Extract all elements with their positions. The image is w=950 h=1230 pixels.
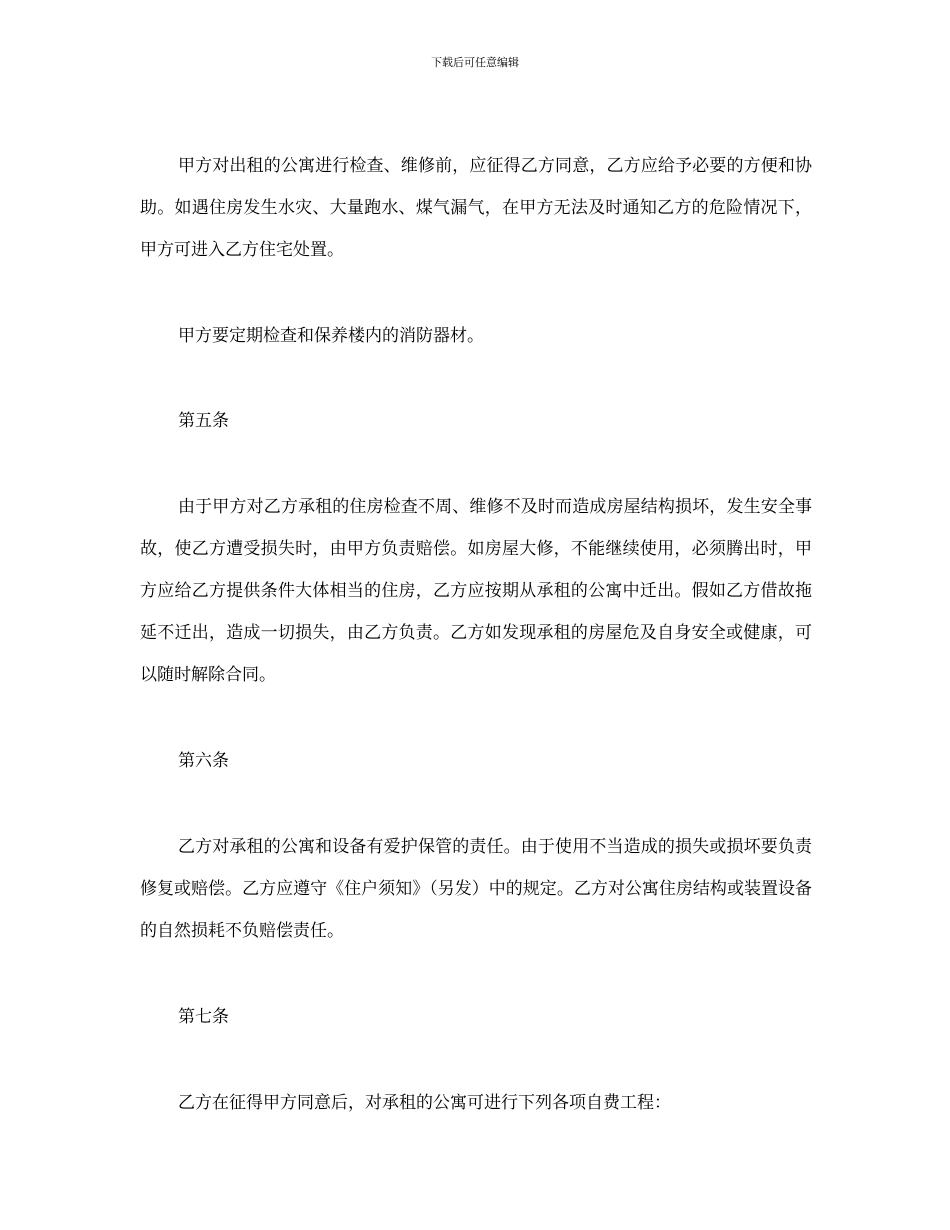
paragraph-fire-equipment: 甲方要定期检查和保养楼内的消防器材。 — [178, 326, 484, 346]
article-7-paragraph: 乙方在征得甲方同意后，对承租的公寓可进行下列各项自费工程： — [178, 1093, 671, 1113]
paragraph-inspection: 甲方对出租的公寓进行检查、维修前，应征得乙方同意，乙方应给予必要的方便和协助。如遇住房发生水灾、大量跑水、煤气漏气，在甲方无法及时通知乙方的危险情况下，甲方可进入乙方住宅处置。 — [140, 156, 812, 260]
article-5-paragraph: 由于甲方对乙方承租的住房检查不周、维修不及时而造成房屋结构损坏，发生安全事故，使乙方遭受损失时，由甲方负责赔偿。如房屋大修，不能继续使用，必须腾出时，甲方应给乙方提供条件大体相当的住房，乙方应按期从承租的公寓中迁出。假如乙方借故拖延不迁出，造成一切损失，由乙方负责。乙方如发现承租的房屋危及自身安全或健康，可以随时解除合同。 — [140, 497, 812, 685]
article-5-heading: 第五条 — [178, 411, 229, 431]
page-header: 下载后可任意编辑 — [431, 56, 519, 69]
article-7-heading: 第七条 — [178, 1007, 229, 1027]
article-6-heading: 第六条 — [178, 751, 229, 771]
article-6-paragraph: 乙方对承租的公寓和设备有爱护保管的责任。由于使用不当造成的损失或损坏要负责修复或赔偿。乙方应遵守《住户须知》（另发）中的规定。乙方对公寓住房结构或装置设备的自然损耗不负赔偿责任。 — [140, 837, 812, 941]
